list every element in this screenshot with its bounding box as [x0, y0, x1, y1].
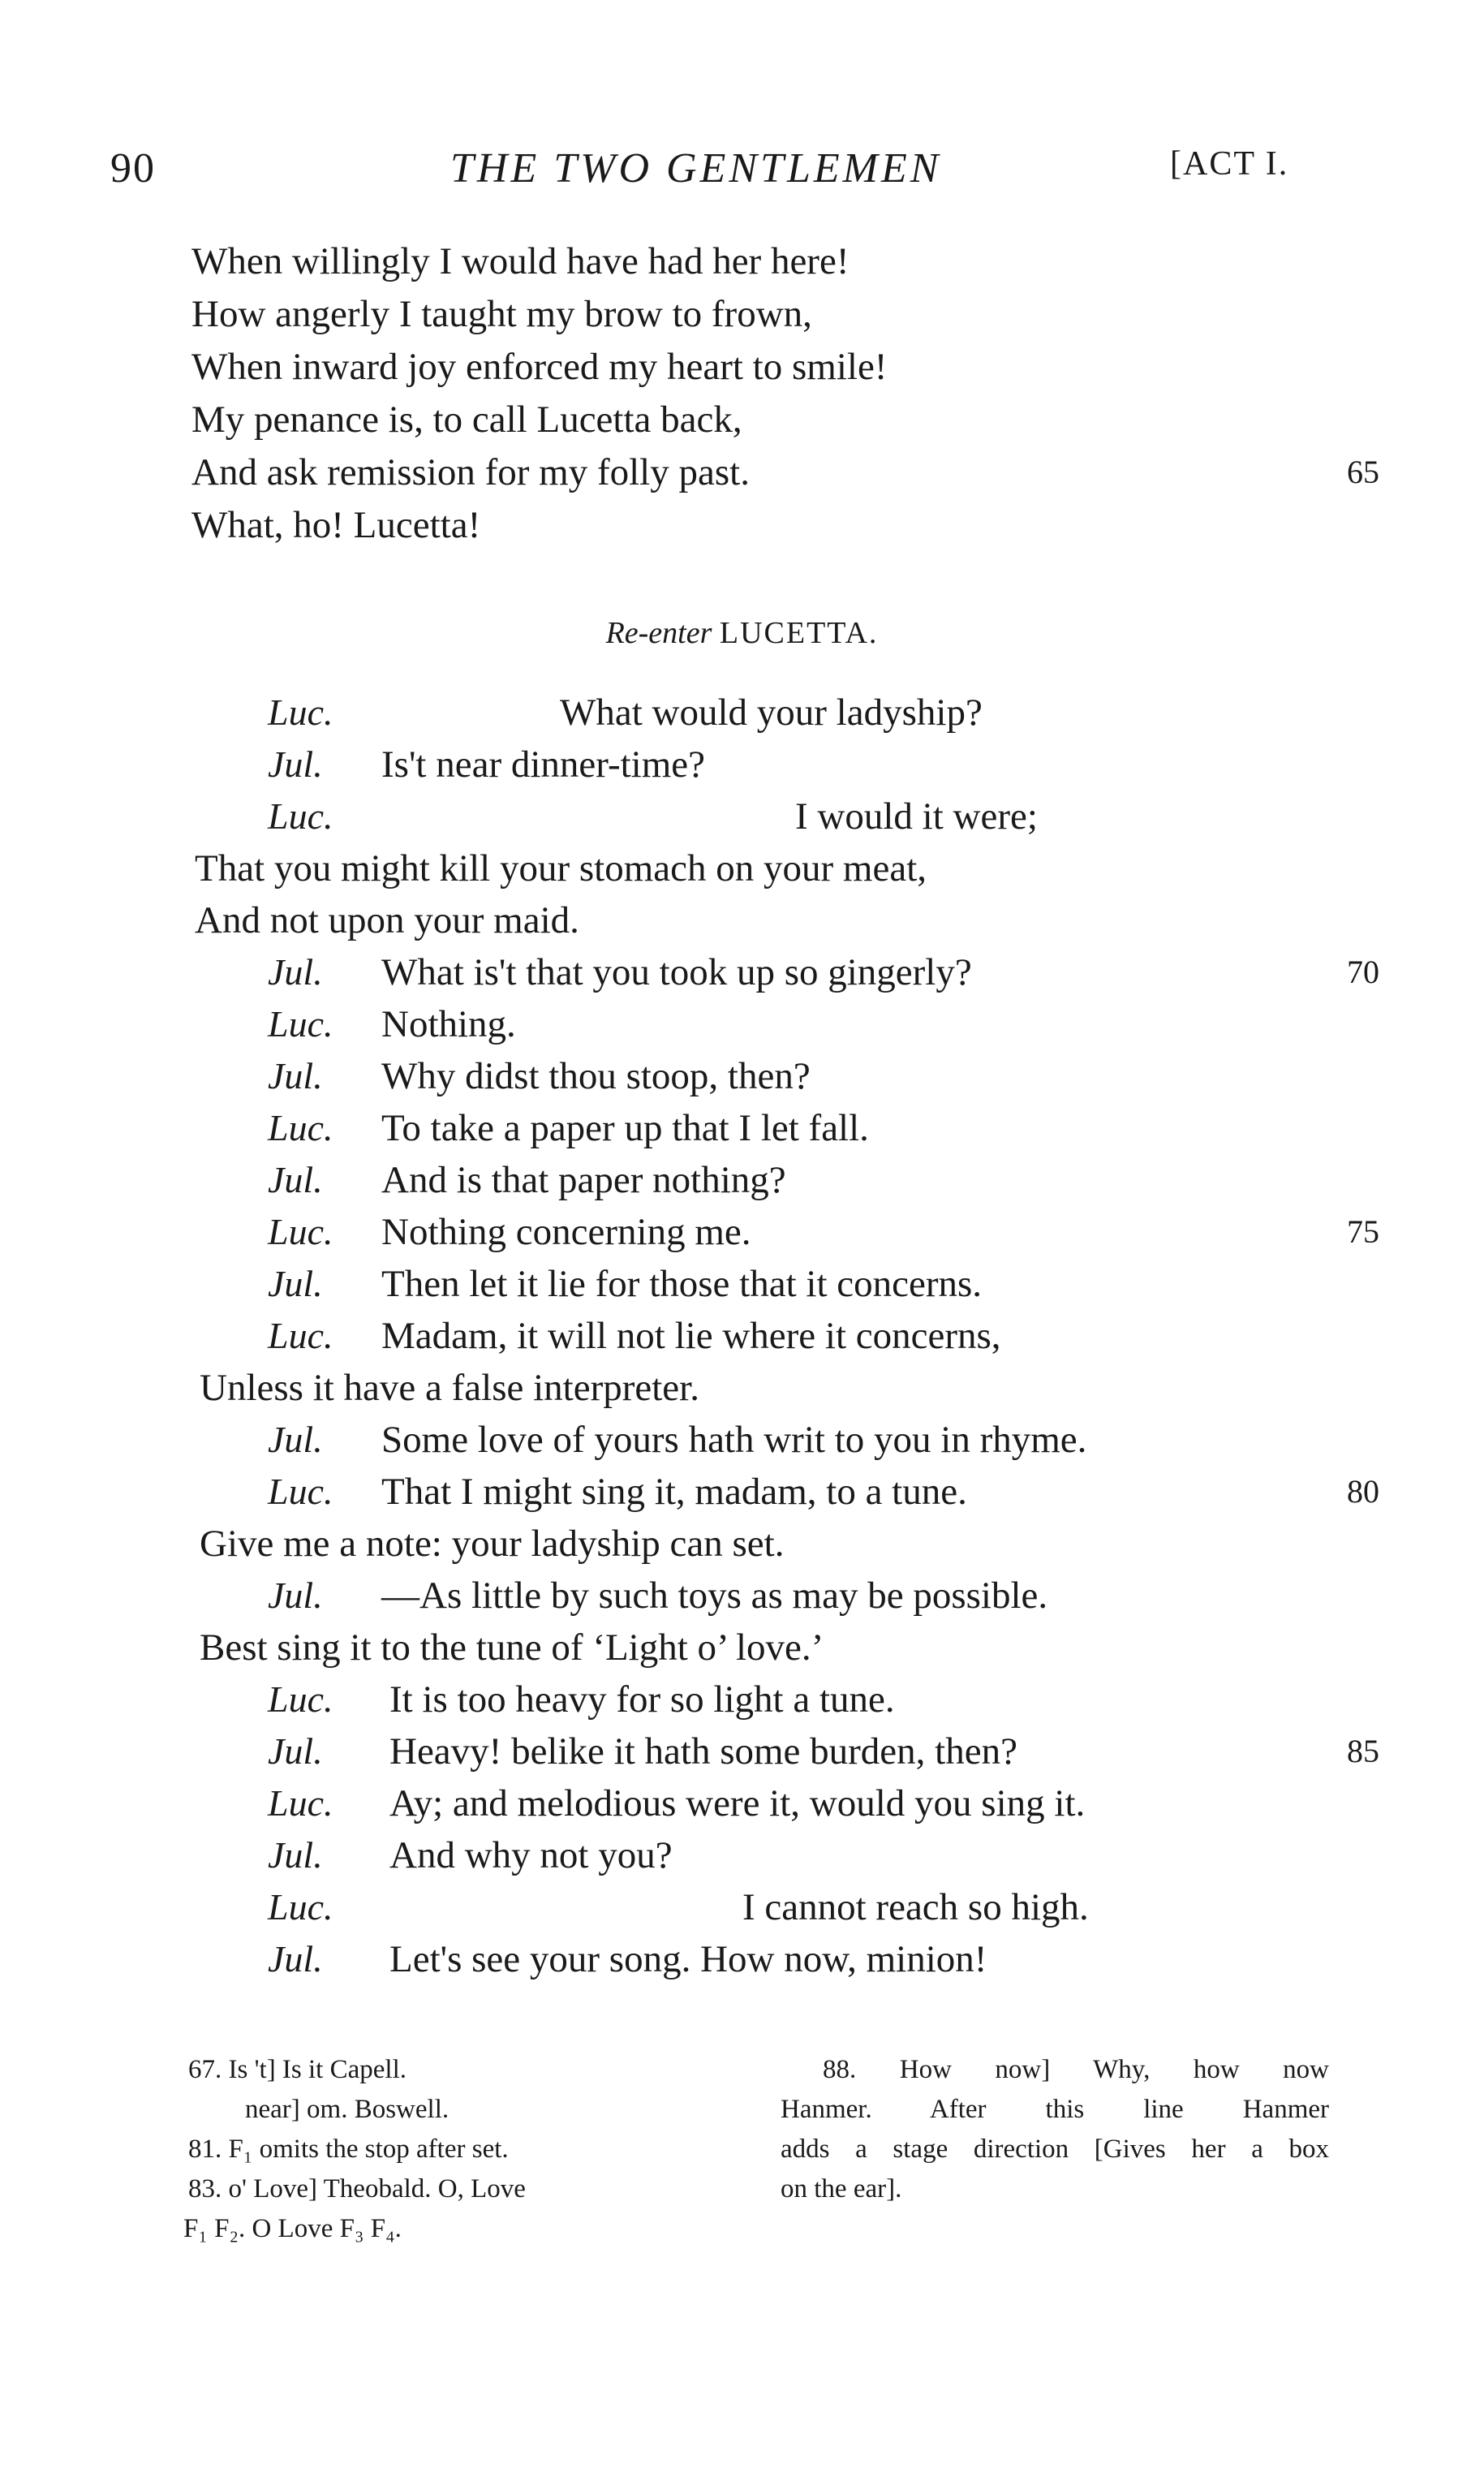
dialogue-line: Jul. Then let it lie for those that it concerns.: [0, 1258, 1484, 1310]
verse-line: When inward joy enforced my heart to smile!: [191, 346, 888, 388]
speaker-label: Luc.: [268, 1003, 333, 1045]
dialogue-line: Jul. And is that paper nothing?: [0, 1154, 1484, 1206]
dialogue-line: Unless it have a false interpreter.: [200, 1367, 699, 1409]
line-number: 80: [1347, 1473, 1379, 1510]
dialogue-line: Jul. Is't near dinner-time?: [0, 739, 1484, 791]
dialogue-line: Luc. Ay; and melodious were it, would you sing it.: [0, 1777, 1484, 1829]
dialogue-line: Luc. That I might sing it, madam, to a tune. 80: [0, 1466, 1484, 1518]
line-number: 65: [1347, 454, 1379, 490]
speaker-label: Luc.: [268, 1782, 333, 1824]
footnote-line: adds a stage direction [Gives her a box: [781, 2135, 1329, 2164]
speaker-label: Luc.: [268, 691, 333, 733]
verse-line: When willingly I would have had her here!: [191, 240, 850, 282]
line-number: 75: [1347, 1213, 1379, 1250]
footnote-line: 83. o' Love] Theobald. O, Love: [188, 2174, 526, 2204]
line-number: 85: [1347, 1733, 1379, 1769]
verse-line: And ask remission for my folly past. 65: [0, 446, 1484, 498]
stage-direction: [0, 610, 1484, 656]
verse-line: What, ho! Lucetta!: [191, 504, 481, 546]
dialogue-line: Luc. I cannot reach so high.: [0, 1881, 1484, 1933]
speaker-label: Jul.: [268, 1834, 323, 1876]
speaker-label: Jul.: [268, 1575, 323, 1616]
act-label: [ACT I.: [1170, 145, 1289, 183]
dialogue-line: Luc. Nothing concerning me. 75: [0, 1206, 1484, 1258]
stage-direction-verb: Re-enter: [605, 616, 712, 650]
verse-line: My penance is, to call Lucetta back,: [191, 398, 742, 441]
speaker-label: Luc.: [268, 1107, 333, 1148]
footnotes-left-column: [183, 2050, 772, 2249]
dialogue-line: Luc. What would your ladyship?: [0, 687, 1484, 739]
footnote-line: Hanmer. After this line Hanmer: [781, 2095, 1329, 2124]
footnote-line: 88. How now] Why, how now: [823, 2055, 1329, 2084]
speaker-label: Jul.: [268, 1159, 323, 1200]
speaker-label: Jul.: [268, 743, 323, 785]
footnote-line: near] om. Boswell.: [245, 2095, 450, 2124]
speaker-label: Jul.: [268, 1938, 323, 1980]
dialogue-line: Luc. I would it were;: [0, 791, 1484, 842]
dialogue-line: Jul. Let's see your song. How now, minion!: [0, 1933, 1484, 1985]
line-number: 70: [1347, 954, 1379, 990]
page-number: 90: [110, 145, 156, 192]
footnote-line: 67. Is 't] Is it Capell.: [188, 2055, 406, 2084]
speaker-label: Jul.: [268, 1730, 323, 1772]
dialogue-line: Luc. To take a paper up that I let fall.: [0, 1102, 1484, 1154]
dialogue-line: Jul. Heavy! belike it hath some burden, then? 85: [0, 1725, 1484, 1777]
speaker-label: Jul.: [268, 951, 323, 993]
dialogue-line: That you might kill your stomach on your meat,: [195, 847, 927, 890]
speaker-label: Luc.: [268, 795, 333, 837]
speaker-label: Luc.: [268, 1211, 333, 1252]
dialogue-line: Jul. Some love of yours hath writ to you in rhyme.: [0, 1414, 1484, 1466]
running-title: THE TWO GENTLEMEN: [450, 145, 942, 192]
dialogue-line: Luc. It is too heavy for so light a tune.: [0, 1674, 1484, 1725]
dialogue-line: Jul. And why not you?: [0, 1829, 1484, 1881]
speaker-label: Jul.: [268, 1263, 323, 1304]
dialogue-line: Jul. Why didst thou stoop, then?: [0, 1050, 1484, 1102]
footnote-line: on the ear].: [781, 2174, 902, 2204]
dialogue-line: And not upon your maid.: [195, 899, 579, 941]
dialogue-line: Jul. What is't that you took up so gingerly? 70: [0, 946, 1484, 998]
speaker-label: Jul.: [268, 1419, 323, 1460]
dialogue-line: Luc. Nothing.: [0, 998, 1484, 1050]
dialogue-line: Jul. —As little by such toys as may be possible.: [0, 1570, 1484, 1622]
dialogue-line: Best sing it to the tune of ‘Light o’ love.’: [200, 1626, 824, 1669]
dialogue-line: Luc. Madam, it will not lie where it concerns,: [0, 1310, 1484, 1362]
footnote-line: F₁ F₂. O Love F₃ F₄.: [183, 2214, 402, 2243]
footnotes-right-column: [781, 2050, 1329, 2209]
speaker-label: Luc.: [268, 1886, 333, 1928]
verse-line: How angerly I taught my brow to frown,: [191, 293, 812, 335]
speaker-label: Luc.: [268, 1471, 333, 1512]
speaker-label: Jul.: [268, 1055, 323, 1096]
running-header: [0, 144, 1484, 209]
speaker-label: Luc.: [268, 1678, 333, 1720]
speaker-label: Luc.: [268, 1315, 333, 1356]
stage-direction-character: LUCETTA.: [719, 616, 879, 650]
dialogue-line: Give me a note: your ladyship can set.: [200, 1523, 785, 1565]
footnote-line: 81. F₁ omits the stop after set.: [188, 2135, 509, 2164]
